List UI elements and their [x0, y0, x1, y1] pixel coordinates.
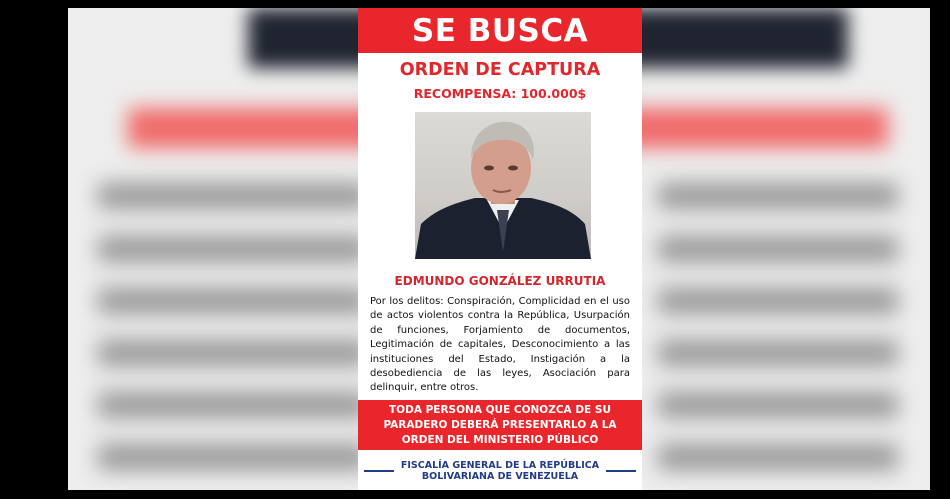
blurred-text-line [658, 392, 898, 418]
blurred-text-line [658, 236, 898, 262]
blurred-text-line [658, 340, 898, 366]
blurred-text-line [98, 444, 368, 470]
poster-subtitle: ORDEN DE CAPTURA [399, 60, 601, 80]
blurred-text-line [658, 288, 898, 314]
blurred-text-line [98, 236, 368, 262]
notice-banner [358, 400, 642, 450]
blurred-text-line [98, 392, 368, 418]
wanted-poster [358, 8, 642, 490]
poster-header: SE BUSCA [358, 8, 642, 53]
issuer-footer [358, 456, 642, 486]
footer-rule-left [364, 470, 394, 472]
issuer-name: FISCALÍA GENERAL DE LA REPÚBLICA BOLIVARIANA DE VENEZUELA [400, 460, 600, 482]
blurred-text-line [98, 340, 368, 366]
footer-rule-right [606, 470, 636, 472]
notice-text: TODA PERSONA QUE CONOZCA DE SU PARADERO DEBERÁ PRESENTARLO A LA ORDEN DEL MINISTERIO PÚBLICO [383, 403, 617, 446]
blurred-text-line [98, 183, 368, 209]
blurred-text-line [658, 183, 898, 209]
person-name: EDMUNDO GONZÁLEZ URRUTIA [394, 274, 606, 288]
portrait-illustration [415, 112, 591, 259]
portrait-photo [415, 112, 591, 259]
blurred-text-line [658, 444, 898, 470]
blurred-text-line [98, 288, 368, 314]
charges-text: Por los delitos: Conspiración, Complicidad en el uso de actos violentos contra la República, Usurpación de funciones, Forjamiento de documentos, Legitimación de capitales, Desconocimiento a las instituciones del Estado, Instigación a la desobediencia de las leyes, Asociación para delinquir, entre otros. [370, 296, 630, 394]
reward-text: RECOMPENSA: 100.000$ [413, 86, 587, 101]
